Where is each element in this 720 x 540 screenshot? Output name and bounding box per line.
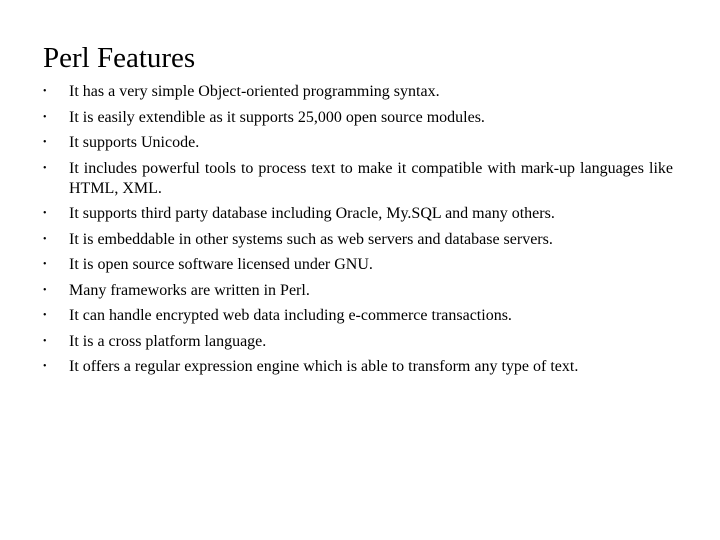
bullet-item <box>43 281 673 301</box>
bullet-text: It is a cross platform language. <box>69 332 267 350</box>
bullet-item <box>43 332 673 352</box>
bullet-dot-icon: • <box>43 284 47 296</box>
bullet-item <box>43 204 673 224</box>
bullet-item <box>43 108 673 128</box>
bullet-dot-icon: • <box>43 137 47 148</box>
bullet-text: It is easily extendible as it supports 25,000 open source modules. <box>69 108 485 126</box>
slide-title: Perl Features <box>43 42 196 74</box>
bullet-item <box>43 357 673 377</box>
bullet-text: It can handle encrypted web data including e-commerce transactions. <box>69 307 512 324</box>
bullet-dot-icon: • <box>43 259 47 270</box>
bullet-text: It is open source software licensed under GNU. <box>69 256 373 273</box>
bullet-item <box>43 230 673 250</box>
bullet-dot-icon: • <box>43 208 47 219</box>
bullet-item <box>43 159 673 199</box>
bullet-dot-icon: • <box>43 310 47 321</box>
bullet-item <box>43 255 673 275</box>
bullet-text: It offers a regular expression engine which is able to transform any type of text. <box>69 358 579 375</box>
bullet-text: It supports Unicode. <box>69 134 200 151</box>
bullet-dot-icon: • <box>43 361 47 372</box>
bullet-dot-icon: • <box>43 86 47 97</box>
bullet-item <box>43 82 673 102</box>
bullet-text: It supports third party database including Oracle, My.SQL and many others. <box>69 205 555 222</box>
bullet-item <box>43 133 673 153</box>
bullet-dot-icon: • <box>43 162 47 174</box>
bullet-text: Many frameworks are written in Perl. <box>69 281 310 299</box>
bullet-text: It is embeddable in other systems such as web servers and database servers. <box>69 230 553 248</box>
bullet-dot-icon: • <box>43 111 47 123</box>
bullet-dot-icon: • <box>43 335 47 347</box>
bullet-text: It includes powerful tools to process text to make it compatible with mark-up languages like HTML, XML. <box>69 159 673 197</box>
bullet-list <box>43 82 673 383</box>
bullet-dot-icon: • <box>43 233 47 245</box>
bullet-item <box>43 306 673 326</box>
bullet-text: It has a very simple Object-oriented programming syntax. <box>69 83 440 100</box>
